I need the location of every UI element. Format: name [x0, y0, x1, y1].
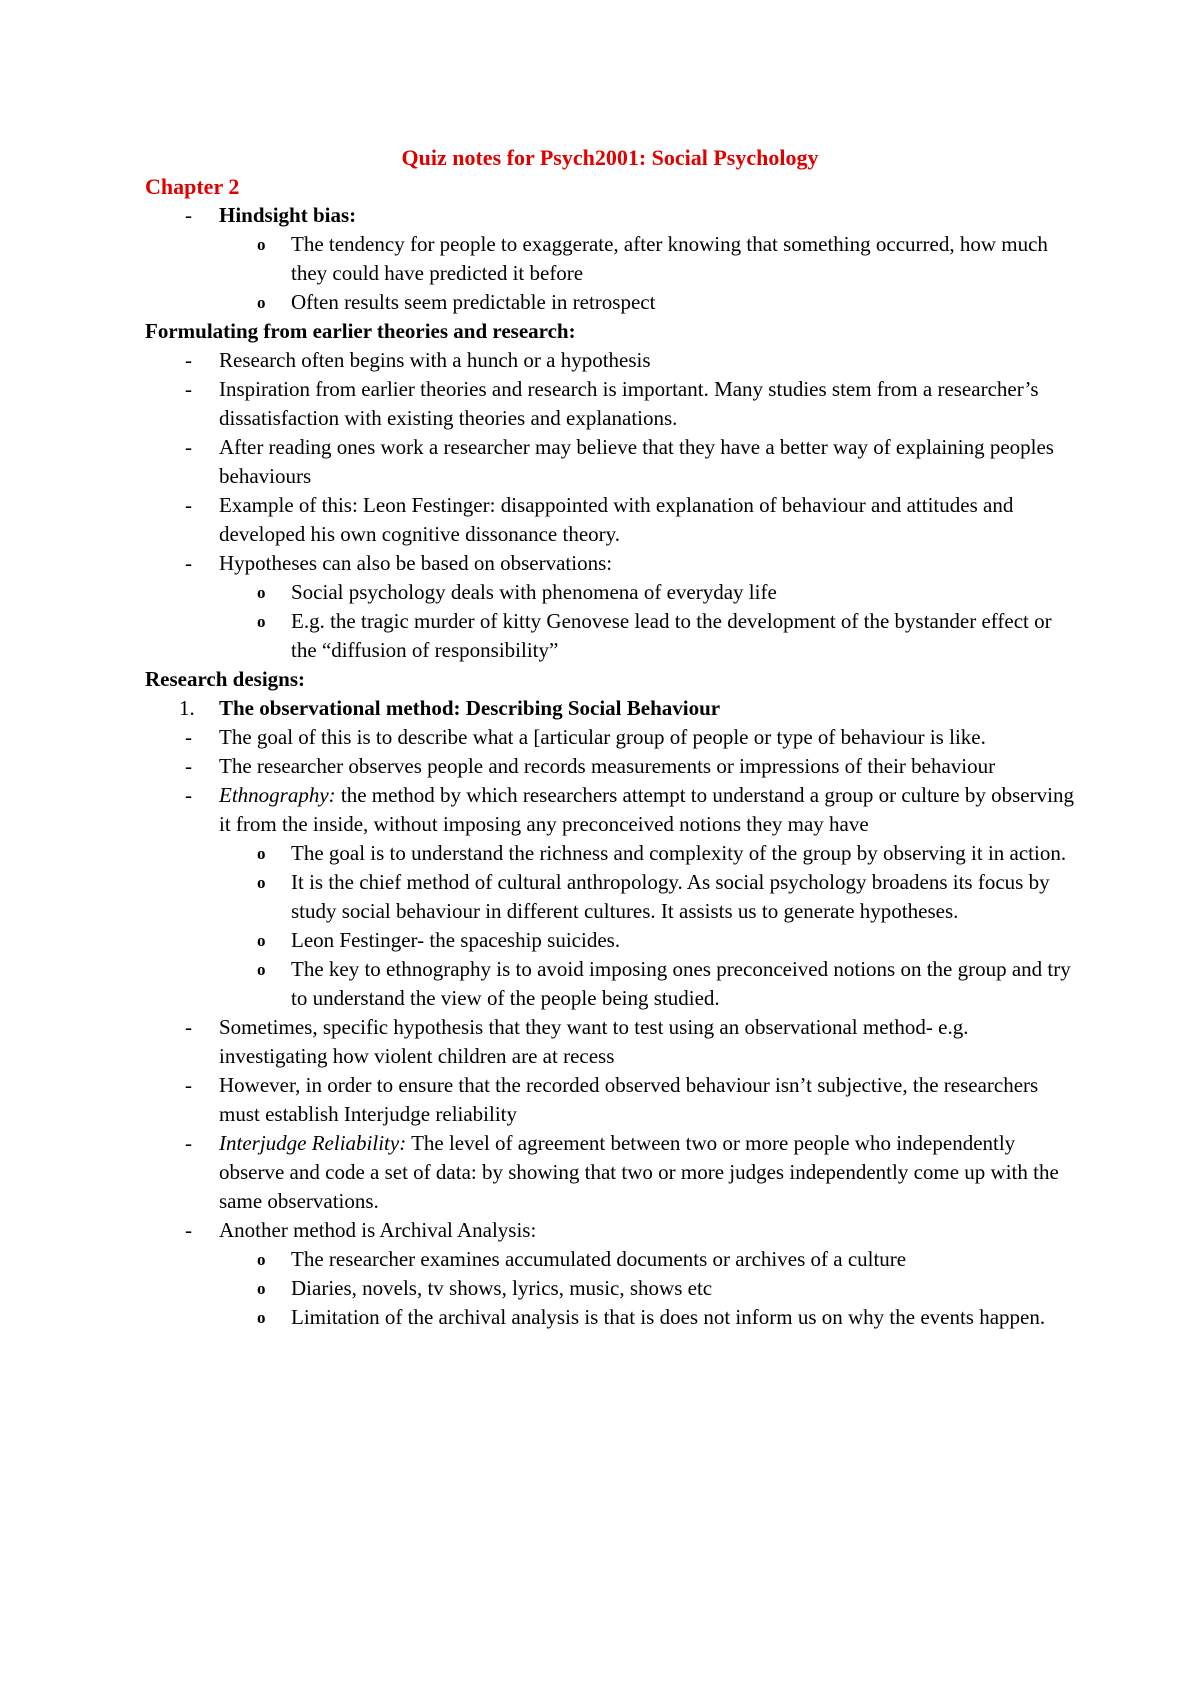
- term-ethnography: Ethnography:: [219, 783, 336, 807]
- sub-list-item: o E.g. the tragic murder of kitty Genovese lead to the development of the bystander effect or the “diffusion of responsibility”: [257, 609, 1052, 662]
- chapter-heading: Chapter 2: [145, 174, 240, 199]
- item-number: 1.: [179, 696, 195, 720]
- sub-list-item: o Social psychology deals with phenomena of everyday life: [145, 578, 1075, 607]
- list-item: - The researcher observes people and records measurements or impressions of their behaviour: [145, 752, 1075, 781]
- circle-bullet: o: [257, 1279, 266, 1298]
- numbered-item: [145, 694, 1075, 723]
- dash-bullet: -: [185, 1218, 192, 1242]
- circle-bullet: o: [257, 1250, 266, 1269]
- section-heading-formulating: Formulating from earlier theories and research:: [145, 319, 576, 343]
- dash-bullet: -: [185, 754, 192, 778]
- circle-bullet: o: [257, 235, 266, 254]
- document-content: [145, 143, 1075, 1332]
- circle-bullet: o: [257, 583, 266, 602]
- dash-bullet: -: [185, 783, 192, 807]
- list-item: - Sometimes, specific hypothesis that they want to test using an observational method- e.g. investigating how violent children are at recess: [185, 1015, 969, 1068]
- method-title: The observational method: Describing Social Behaviour: [219, 696, 721, 720]
- circle-bullet: o: [257, 1308, 266, 1327]
- sub-list-item: o The tendency for people to exaggerate, after knowing that something occurred, how much they could have predicted it before: [257, 232, 1048, 285]
- sub-list-item: o Diaries, novels, tv shows, lyrics, music, shows etc: [145, 1274, 1075, 1303]
- list-item: - Hypotheses can also be based on observations:: [145, 549, 1075, 578]
- circle-bullet: o: [257, 844, 266, 863]
- list-item: - After reading ones work a researcher may believe that they have a better way of explaining peoples behaviours: [185, 435, 1054, 488]
- dash-bullet: -: [185, 348, 192, 372]
- sub-list-item: o Often results seem predictable in retrospect: [145, 288, 1075, 317]
- dash-bullet: -: [185, 493, 192, 517]
- dash-bullet: -: [185, 203, 192, 227]
- dash-bullet: -: [185, 1131, 192, 1155]
- circle-bullet: o: [257, 960, 266, 979]
- circle-bullet: o: [257, 612, 266, 631]
- dash-bullet: -: [185, 725, 192, 749]
- circle-bullet: o: [257, 873, 266, 892]
- page-title: Quiz notes for Psych2001: Social Psychology: [401, 145, 819, 170]
- sub-list-item: o Leon Festinger- the spaceship suicides.: [145, 926, 1075, 955]
- section-heading-research: Research designs:: [145, 667, 306, 691]
- sub-list-item: o The goal is to understand the richness and complexity of the group by observing it in action.: [145, 839, 1075, 868]
- definition-interjudge-reliability: The level of agreement between two or more people who independently observe and code a set of data: by showing that two or more judges independently come up with the same observations.: [219, 1131, 1059, 1213]
- list-item: [145, 1129, 1075, 1216]
- sub-list-item: o It is the chief method of cultural anthropology. As social psychology broadens its focus by study social behaviour in different cultures. It assists us to generate hypotheses.: [257, 870, 1050, 923]
- dash-bullet: -: [185, 377, 192, 401]
- definition-ethnography: the method by which researchers attempt to understand a group or culture by observing it from the inside, without imposing any preconceived notions they may have: [219, 783, 1074, 836]
- sub-list-item: o The key to ethnography is to avoid imposing ones preconceived notions on the group and try to understand the view of the people being studied.: [257, 957, 1071, 1010]
- dash-bullet: -: [185, 551, 192, 575]
- list-item: - Inspiration from earlier theories and research is important. Many studies stem from a researcher’s dissatisfaction with existing theories and explanations.: [185, 377, 1039, 430]
- list-item: - However, in order to ensure that the recorded observed behaviour isn’t subjective, the researchers must establish Interjudge reliability: [185, 1073, 1039, 1126]
- list-item: - The goal of this is to describe what a [articular group of people or type of behaviour is like.: [145, 723, 1075, 752]
- dash-bullet: -: [185, 1015, 192, 1039]
- sub-list-item: o Limitation of the archival analysis is that is does not inform us on why the events happen.: [145, 1303, 1075, 1332]
- circle-bullet: o: [257, 931, 266, 950]
- sub-list-item: o The researcher examines accumulated documents or archives of a culture: [145, 1245, 1075, 1274]
- dash-bullet: -: [185, 435, 192, 459]
- dash-bullet: -: [185, 1073, 192, 1097]
- list-item: [145, 781, 1075, 839]
- term-interjudge-reliability: Interjudge Reliability:: [219, 1131, 407, 1155]
- circle-bullet: o: [257, 293, 266, 312]
- list-item: - Research often begins with a hunch or a hypothesis: [145, 346, 1075, 375]
- list-item: - Another method is Archival Analysis:: [145, 1216, 1075, 1245]
- list-item: - Example of this: Leon Festinger: disappointed with explanation of behaviour and attitudes and developed his own cognitive dissonance theory.: [185, 493, 1014, 546]
- hindsight-label: Hindsight bias:: [219, 203, 357, 227]
- list-item: [145, 201, 1075, 230]
